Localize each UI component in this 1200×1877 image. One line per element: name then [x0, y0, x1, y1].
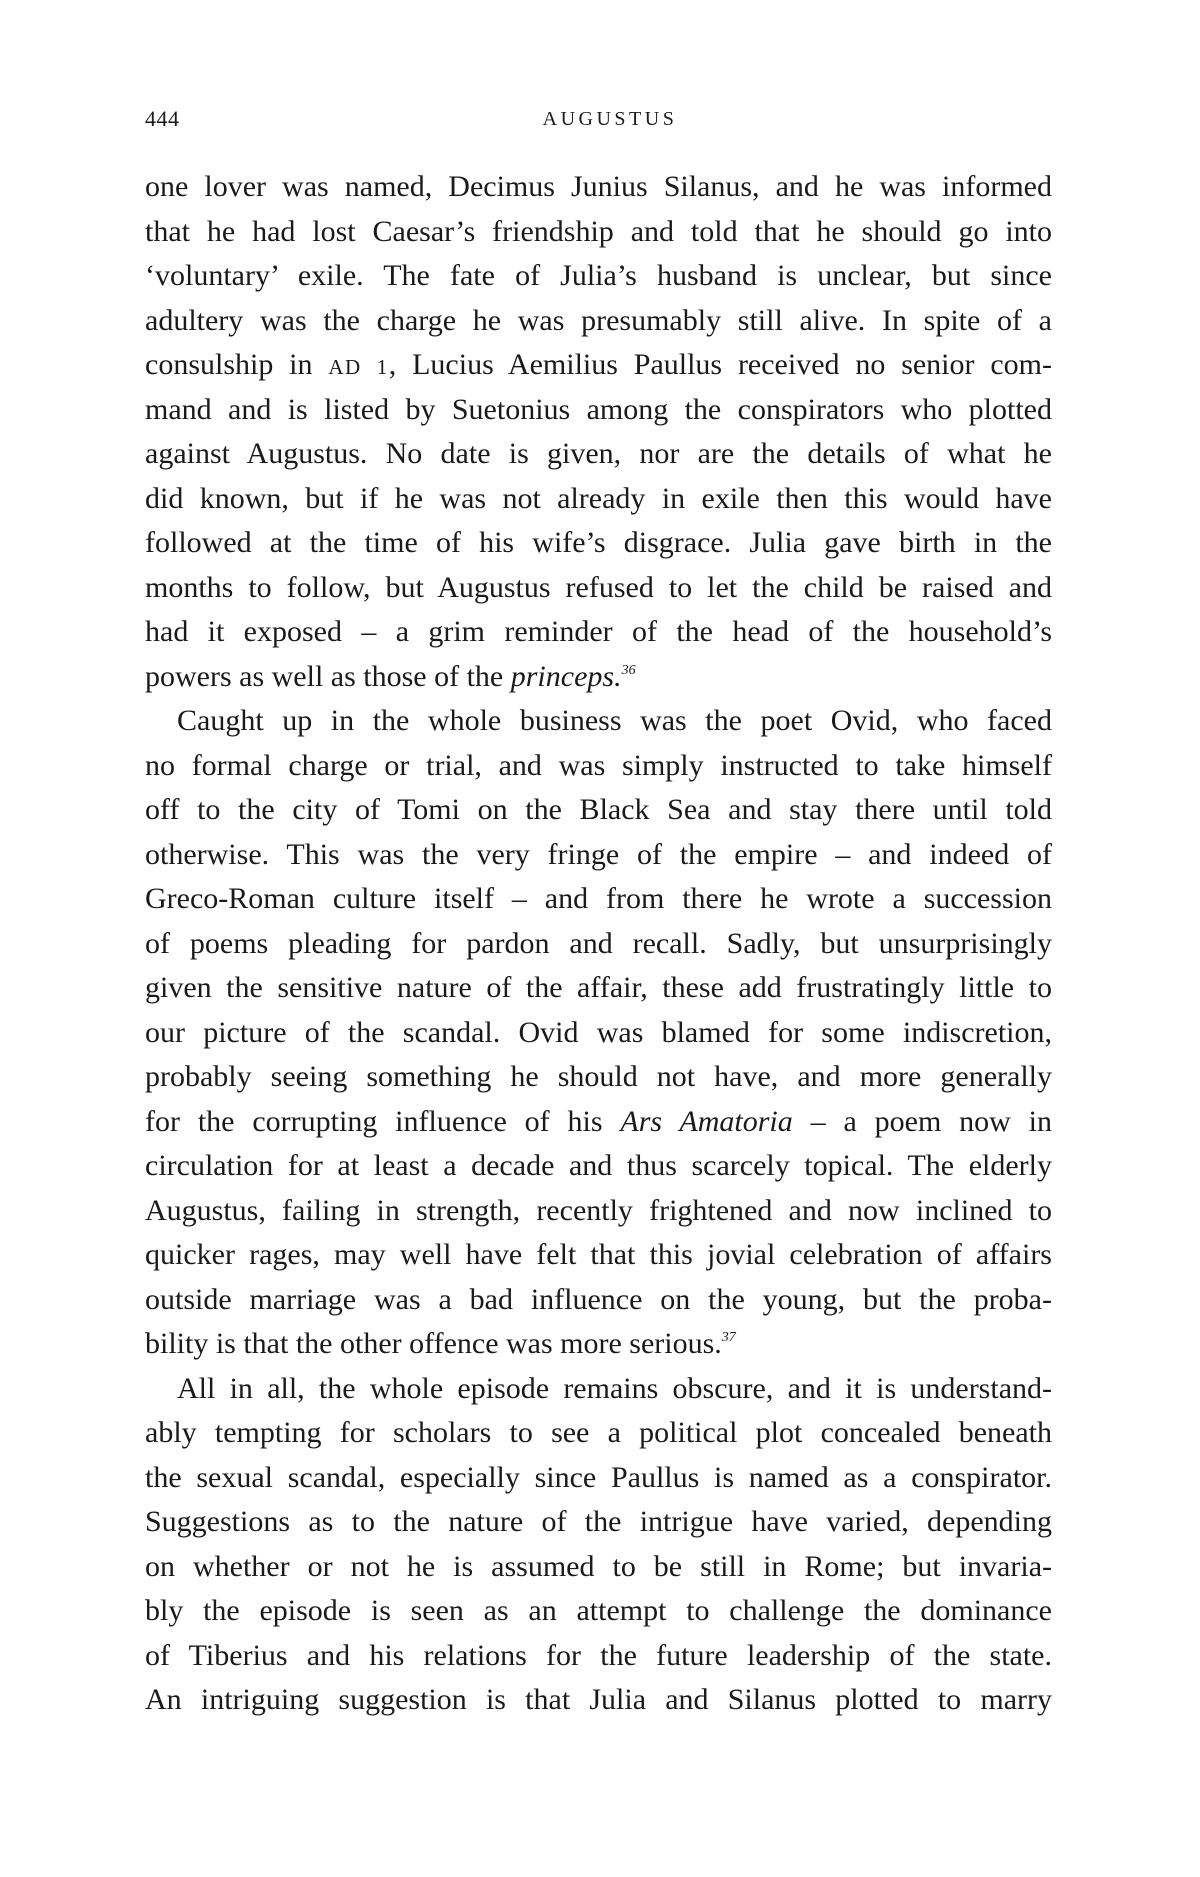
- text-line-text: outside marriage was a bad influence on the young, but the proba-: [145, 1282, 1052, 1316]
- text-line: [145, 432, 1052, 477]
- text-line: [145, 210, 1052, 255]
- text-line-text: our picture of the scandal. Ovid was blamed for some indiscretion,: [145, 1015, 1052, 1049]
- text-line: [145, 1278, 1052, 1323]
- text-line: [145, 299, 1052, 344]
- text-line-pre: for the corrupting influence of his: [145, 1104, 621, 1138]
- text-line-text: the sexual scandal, especially since Paullus is named as a conspirator.: [145, 1460, 1052, 1494]
- text-line: [145, 1411, 1052, 1456]
- text-line: [145, 966, 1052, 1011]
- running-title: AUGUSTUS: [542, 108, 678, 130]
- running-head: [145, 104, 1055, 134]
- text-line: [145, 477, 1052, 522]
- text-line-text: did known, but if he was not already in exile then this would have: [145, 481, 1052, 515]
- text-line: [145, 343, 1052, 388]
- text-line-pre: consulship in: [145, 348, 329, 381]
- text-line-text: otherwise. This was the very fringe of the empire – and indeed of: [145, 837, 1052, 871]
- text-line-text: one lover was named, Decimus Junius Silanus, and he was informed: [145, 170, 1052, 203]
- text-line: [145, 1500, 1052, 1545]
- text-line-text: probably seeing something he should not have, and more generally: [145, 1060, 1052, 1093]
- text-line: [145, 922, 1052, 967]
- text-line-italic: Ars Amatoria: [620, 1104, 793, 1138]
- text-line-pre: powers as well as those of the: [145, 659, 511, 693]
- text-line-text: followed at the time of his wife’s disgrace. Julia gave birth in the: [145, 526, 1052, 559]
- text-line-text: quicker rages, may well have felt that this jovial celebration of affairs: [145, 1238, 1052, 1271]
- text-line-text: that he had lost Caesar’s friendship and told that he should go into: [145, 214, 1052, 248]
- text-line-sup: 37: [721, 1330, 736, 1345]
- text-line: [145, 1545, 1052, 1590]
- text-line: [145, 877, 1052, 922]
- text-line-text: adultery was the charge he was presumably still alive. In spite of a: [145, 303, 1052, 337]
- text-line: [145, 254, 1052, 299]
- text-line: [145, 165, 1052, 210]
- text-line-text: All in all, the whole episode remains obscure, and it is understand-: [177, 1371, 1052, 1405]
- text-line-text: Caught up in the whole business was the poet Ovid, who faced: [177, 704, 1052, 737]
- text-line: [145, 1055, 1052, 1100]
- text-line-text: against Augustus. No date is given, nor are the details of what he: [145, 437, 1052, 470]
- text-line: [145, 788, 1052, 833]
- text-line: [145, 1367, 1052, 1412]
- text-line-sup: 36: [621, 662, 636, 678]
- text-line-post: – a poem now in: [792, 1104, 1053, 1138]
- text-line: [145, 388, 1052, 433]
- text-line-text: months to follow, but Augustus refused to let the child be raised and: [145, 570, 1052, 604]
- text-line-text: of poems pleading for pardon and recall. Sadly, but unsurprisingly: [145, 926, 1052, 960]
- text-line: [145, 1144, 1052, 1189]
- page-number: 444: [145, 106, 180, 131]
- text-line: [145, 521, 1052, 566]
- text-line-pre: bility is that the other offence was more serious.: [145, 1327, 722, 1360]
- text-line-text: given the sensitive nature of the affair, these add frustratingly little to: [145, 971, 1052, 1004]
- text-line: [145, 833, 1052, 878]
- text-line: [145, 1589, 1052, 1634]
- text-line-text: Suggestions as to the nature of the intrigue have varied, depending: [145, 1505, 1052, 1538]
- text-line: [145, 699, 1052, 744]
- text-line: [145, 1011, 1052, 1056]
- text-line-text: had it exposed – a grim reminder of the head of the household’s: [145, 615, 1052, 648]
- text-line-text: no formal charge or trial, and was simply instructed to take himself: [145, 748, 1052, 782]
- text-line-text: of Tiberius and his relations for the future leadership of the state.: [145, 1638, 1052, 1672]
- text-line: [145, 655, 1052, 700]
- text-line: [145, 744, 1052, 789]
- text-line-text: Augustus, failing in strength, recently frightened and now inclined to: [145, 1193, 1052, 1227]
- text-line: [145, 1456, 1052, 1501]
- text-line-text: off to the city of Tomi on the Black Sea and stay there until told: [145, 793, 1052, 826]
- text-line: [145, 1322, 1052, 1367]
- text-line-text: on whether or not he is assumed to be still in Rome; but invaria-: [145, 1549, 1052, 1583]
- text-line: [145, 566, 1052, 611]
- text-line-text: bly the episode is seen as an attempt to challenge the dominance: [145, 1594, 1052, 1627]
- text-line: [145, 1189, 1052, 1234]
- text-line: [145, 1678, 1052, 1723]
- text-line: [145, 610, 1052, 655]
- text-line-text: circulation for at least a decade and thus scarcely topical. The elderly: [145, 1149, 1052, 1182]
- text-line: [145, 1100, 1052, 1145]
- text-line-text: ably tempting for scholars to see a political plot concealed beneath: [145, 1416, 1052, 1449]
- text-line-smallcaps: AD 1: [328, 355, 389, 379]
- text-line-text: An intriguing suggestion is that Julia and Silanus plotted to marry: [145, 1683, 1052, 1716]
- text-line-text: mand and is listed by Suetonius among the conspirators who plotted: [145, 392, 1052, 426]
- text-line: [145, 1233, 1052, 1278]
- text-line: [145, 1634, 1052, 1679]
- text-line-post: , Lucius Aemilius Paullus received no senior com-: [388, 348, 1052, 381]
- body-text: [145, 165, 1052, 1723]
- text-line-text: Greco-Roman culture itself – and from there he wrote a succession: [145, 882, 1052, 915]
- text-line-italic: princeps.: [510, 659, 622, 693]
- text-line-text: ‘voluntary’ exile. The fate of Julia’s husband is unclear, but since: [145, 259, 1052, 292]
